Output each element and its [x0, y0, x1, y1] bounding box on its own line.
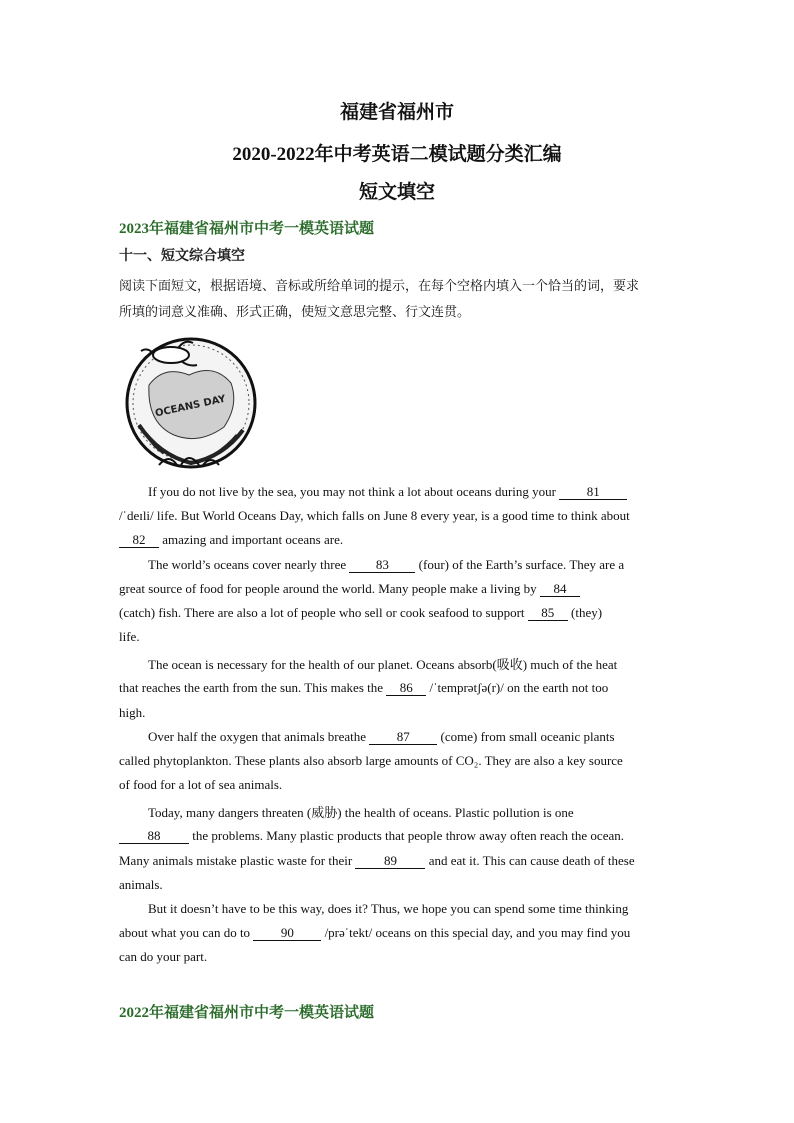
passage-line-11 — [148, 729, 708, 745]
passage-text: and eat it. This can cause death of these — [425, 853, 635, 868]
passage-line-19 — [119, 925, 679, 941]
document-title-topic: 短文填空 — [358, 182, 435, 203]
passage-line-2: /ˈdeɪli/ life. But World Oceans Day, which falls on June 8 every year, is a good time to think about — [119, 508, 630, 523]
globe-turtle-icon — [119, 335, 259, 470]
answer-blank-83[interactable]: 83 — [349, 558, 415, 573]
instruction-line-2: 所填的词意义准确、形式正确，使短文意思完整、行文连贯。 — [119, 304, 471, 319]
passage-line-8: The ocean is necessary for the health of our planet. Oceans absorb(吸收) much of the heat — [148, 657, 618, 672]
passage-line-10: high. — [119, 705, 146, 720]
answer-blank-87[interactable]: 87 — [369, 730, 437, 745]
passage-text: (come) from small oceanic plants — [437, 729, 615, 744]
passage-text: (catch) fish. There are also a lot of people who sell or cook seafood to support — [119, 605, 528, 620]
passage-line-1 — [148, 484, 708, 500]
passage-line-3 — [119, 532, 679, 548]
passage-text: the problems. Many plastic products that people throw away often reach the ocean. — [189, 828, 624, 843]
passage-text: Many animals mistake plastic waste for their — [119, 853, 356, 868]
answer-blank-90[interactable]: 90 — [253, 926, 321, 941]
passage-text: (four) of the Earth’s surface. They are a — [415, 557, 625, 572]
document-title-region: 福建省福州市 — [339, 102, 454, 123]
oceans-day-caption: OCEANS DAY — [154, 393, 227, 420]
passage-text: about what you can do to — [119, 925, 254, 940]
answer-blank-81[interactable]: 81 — [559, 485, 627, 500]
section-heading-2022: 2022年福建省福州市中考一模英语试题 — [119, 1005, 375, 1021]
answer-blank-88[interactable]: 88 — [119, 829, 189, 844]
passage-text: amazing and important oceans are. — [159, 532, 344, 547]
answer-blank-82[interactable]: 82 — [119, 533, 159, 548]
passage-line-20: can do your part. — [119, 949, 208, 964]
passage-line-17: animals. — [119, 877, 163, 892]
passage-line-12: called phytoplankton. These plants also absorb large amounts of CO₂. They are also a key source — [119, 753, 623, 768]
passage-line-7: life. — [119, 629, 140, 644]
answer-blank-85[interactable]: 85 — [528, 606, 568, 621]
passage-line-16 — [119, 853, 679, 869]
passage-text: /ˈtemprətʃə(r)/ on the earth not too — [426, 680, 609, 695]
passage-line-13: of food for a lot of sea animals. — [119, 777, 283, 792]
passage-line-6 — [119, 605, 679, 621]
passage-line-9 — [119, 680, 679, 696]
passage-text: (they) — [567, 605, 603, 620]
section-heading-2023: 2023年福建省福州市中考一模英语试题 — [119, 221, 375, 237]
passage-text: The world’s oceans cover nearly three — [148, 557, 350, 572]
answer-blank-84[interactable]: 84 — [540, 582, 580, 597]
document-title-years: 2020-2022年中考英语二模试题分类汇编 — [232, 144, 562, 165]
answer-blank-89[interactable]: 89 — [355, 854, 425, 869]
passage-line-15 — [119, 828, 679, 844]
passage-line-4 — [148, 557, 708, 573]
question-type-heading: 十一、短文综合填空 — [119, 249, 245, 264]
passage-line-5 — [119, 581, 679, 597]
passage-text: that reaches the earth from the sun. This makes the — [119, 680, 387, 695]
answer-blank-86[interactable]: 86 — [386, 681, 426, 696]
passage-text: Over half the oxygen that animals breathe — [148, 729, 370, 744]
passage-line-14: Today, many dangers threaten (威胁) the health of oceans. Plastic pollution is one — [148, 805, 574, 820]
passage-text: If you do not live by the sea, you may not think a lot about oceans during your — [148, 484, 560, 499]
passage-line-18: But it doesn’t have to be this way, does it? Thus, we hope you can spend some time thinking — [148, 901, 629, 916]
passage-text: /prəˈtekt/ oceans on this special day, and you may find you — [321, 925, 631, 940]
instruction-line-1: 阅读下面短文，根据语境、音标或所给单词的提示，在每个空格内填入一个恰当的词，要求 — [119, 278, 640, 293]
passage-text: great source of food for people around the world. Many people make a living by — [119, 581, 540, 596]
oceans-day-illustration — [119, 335, 259, 470]
